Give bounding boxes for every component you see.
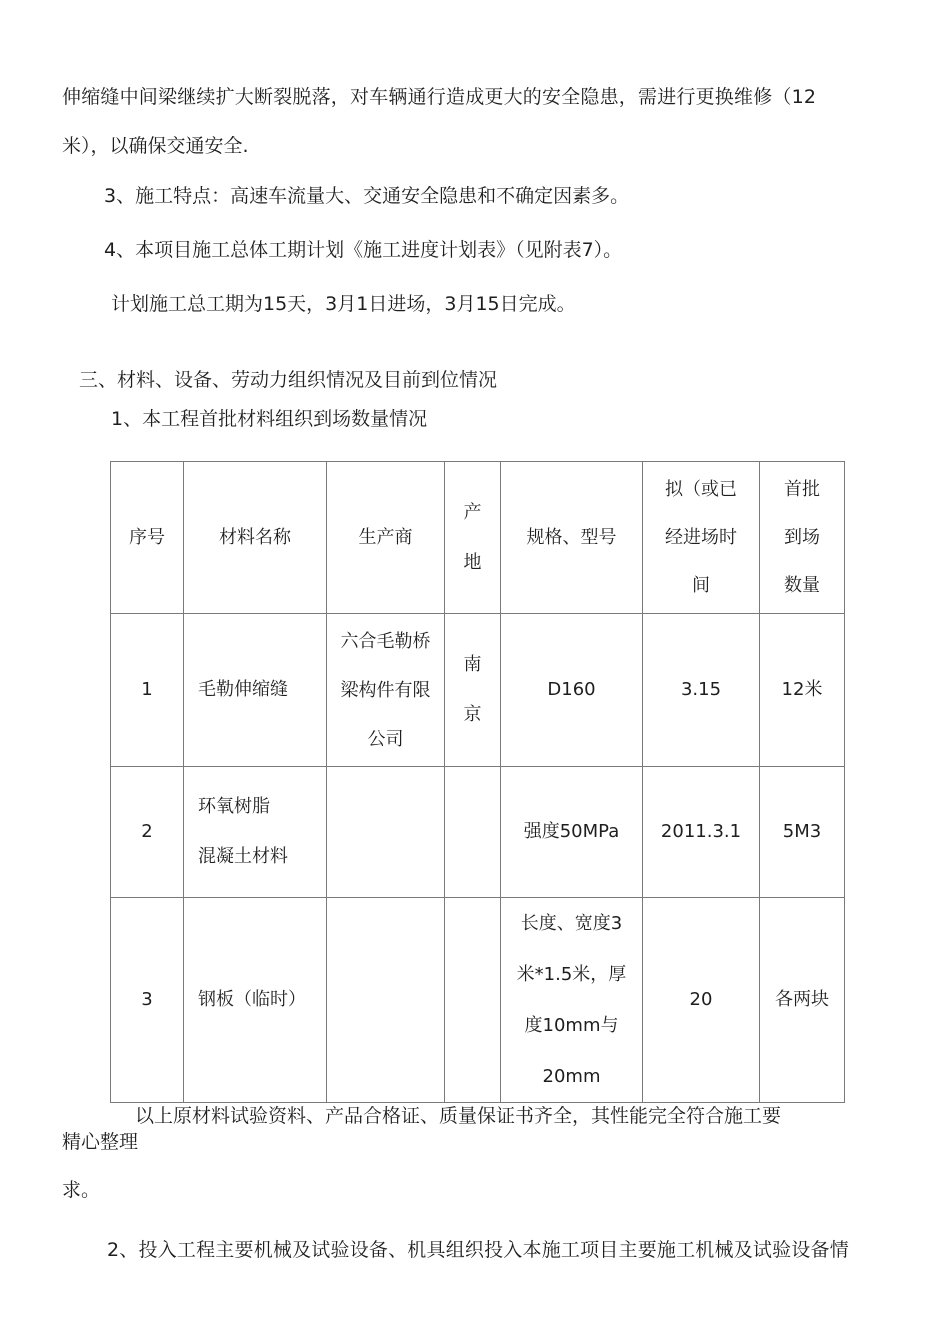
table-cell: 5M3 [760,767,845,898]
table-cell [327,767,445,898]
table-cell: 1 [111,614,184,767]
table-cell: 六合毛勒桥 梁构件有限 公司 [327,614,445,767]
table-row [111,614,845,767]
table-cell: 环氧树脂 混凝土材料 [184,767,327,898]
paragraph-line: 米），以确保交通安全. [62,135,249,157]
materials-table [110,461,845,1103]
table-cell: 2011.3.1 [643,767,760,898]
table-row [111,898,845,1103]
table-cell: 各两块 [760,898,845,1103]
table-cell: 南 京 [445,614,501,767]
paragraph-line: 伸缩缝中间梁继续扩大断裂脱落，对车辆通行造成更大的安全隐患，需进行更换维修（12 [62,86,817,108]
paragraph-line: 求。 [62,1179,101,1201]
section-heading: 三、材料、设备、劳动力组织情况及目前到位情况 [79,369,498,391]
paragraph-line: 精心整理 [62,1131,139,1153]
paragraph-line: 以上原材料试验资料、产品合格证、质量保证书齐全，其性能完全符合施工要 [135,1105,782,1127]
header-cell: 产 地 [445,462,501,614]
table-header-row [111,462,845,614]
table-cell: 毛勒伸缩缝 [184,614,327,767]
table-cell: 强度50MPa [501,767,643,898]
header-cell: 材料名称 [184,462,327,614]
table-row [111,767,845,898]
table-cell: 2 [111,767,184,898]
table-cell: 长度、宽度3 米*1.5米，厚 度10mm与 20mm [501,898,643,1103]
table-cell [327,898,445,1103]
table-cell: D160 [501,614,643,767]
table-cell: 钢板（临时） [184,898,327,1103]
header-cell: 规格、型号 [501,462,643,614]
header-cell: 拟（或已 经进场时 间 [643,462,760,614]
paragraph-line: 计划施工总工期为15天，3月1日进场，3月15日完成。 [111,293,576,315]
table-cell [445,767,501,898]
paragraph-line: 4、本项目施工总体工期计划《施工进度计划表》（见附表7）。 [104,239,623,261]
header-cell: 生产商 [327,462,445,614]
table-cell: 3 [111,898,184,1103]
table-cell [445,898,501,1103]
table-cell: 20 [643,898,760,1103]
header-cell: 序号 [111,462,184,614]
subsection-heading: 1、本工程首批材料组织到场数量情况 [111,408,428,430]
table-cell: 12米 [760,614,845,767]
header-cell: 首批 到场 数量 [760,462,845,614]
paragraph-line: 2、投入工程主要机械及试验设备、机具组织投入本施工项目主要施工机械及试验设备情 [107,1239,849,1261]
table-cell: 3.15 [643,614,760,767]
paragraph-line: 3、施工特点：高速车流量大、交通安全隐患和不确定因素多。 [104,185,630,207]
